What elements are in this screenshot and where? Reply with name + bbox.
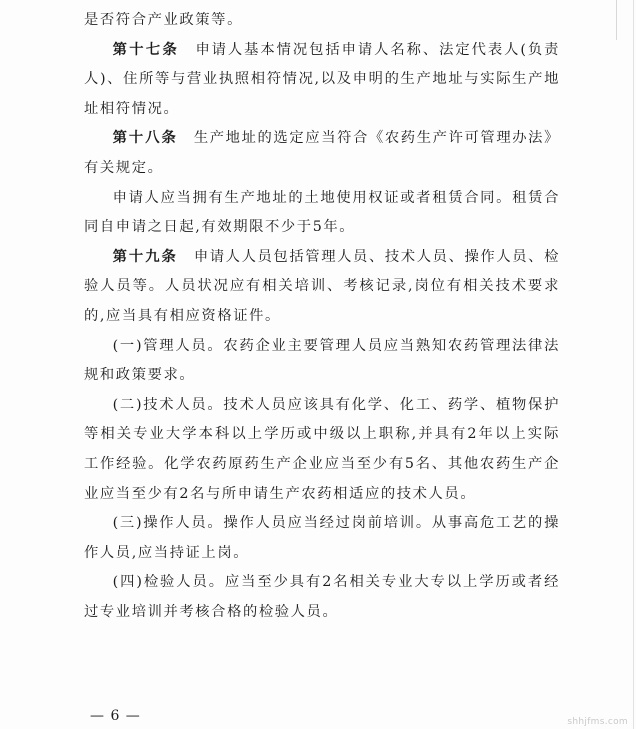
- paragraph-1: [84, 6, 560, 36]
- paragraph-text: 生产地址的选定应当符合《农药生产许可管理办法》有关规定。: [84, 130, 560, 176]
- document-body: [84, 6, 560, 627]
- paragraph-text: (一)管理人员。农药企业主要管理人员应当熟知农药管理法律法规和政策要求。: [84, 337, 560, 384]
- article-number: 第十七条: [112, 41, 180, 58]
- page-border-top: [616, 0, 617, 40]
- paragraph-text: (三)操作人员。操作人员应当经过岗前培训。从事高危工艺的操作人员,应当持证上岗。: [84, 515, 560, 561]
- paragraph-operators: [84, 509, 560, 568]
- paragraph-text: (二)技术人员。技术人员应该具有化学、化工、药学、植物保护等相关专业大学本科以上学历或中级以上职称,并具有2年以上实际工作经验。化学农药原药生产企业应当至少有5名、其他农药生产企业应当至少有2名与所申请生产农药相适应的技术人员。: [84, 396, 560, 502]
- paragraph-article-17: [84, 36, 560, 125]
- paragraph-technical-staff: [84, 391, 560, 509]
- paragraph-text: 申请人人员包括管理人员、技术人员、操作人员、检验人员等。人员状况应有相关培训、考核记录,岗位有相关技术要求的,应当具有相应资格证件。: [84, 248, 560, 324]
- paragraph-inspectors: [84, 568, 560, 627]
- paragraph-text: 是否符合产业政策等。: [84, 12, 243, 28]
- paragraph-text: 申请人应当拥有生产地址的土地使用权证或者租赁合同。租赁合同自申请之日起,有效期限不少于5年。: [84, 189, 560, 236]
- page-border-right: [633, 0, 634, 729]
- paragraph-text: (四)检验人员。应当至少具有2名相关专业大专以上学历或者经过专业培训并考核合格的检验人员。: [84, 574, 560, 620]
- paragraph-article-19: [84, 243, 560, 332]
- watermark: shhjfms.com: [567, 717, 628, 727]
- paragraph-text: 申请人基本情况包括申请人名称、法定代表人(负责人)、住所等与营业执照相符情况,以及申明的生产地址与实际生产地址相符情况。: [84, 41, 560, 117]
- page-number: — 6 —: [90, 708, 141, 724]
- paragraph-management-staff: [84, 332, 560, 391]
- paragraph-article-18: [84, 124, 560, 183]
- paragraph-land-use: [84, 184, 560, 243]
- article-number: 第十八条: [112, 130, 178, 147]
- article-number: 第十九条: [112, 248, 178, 265]
